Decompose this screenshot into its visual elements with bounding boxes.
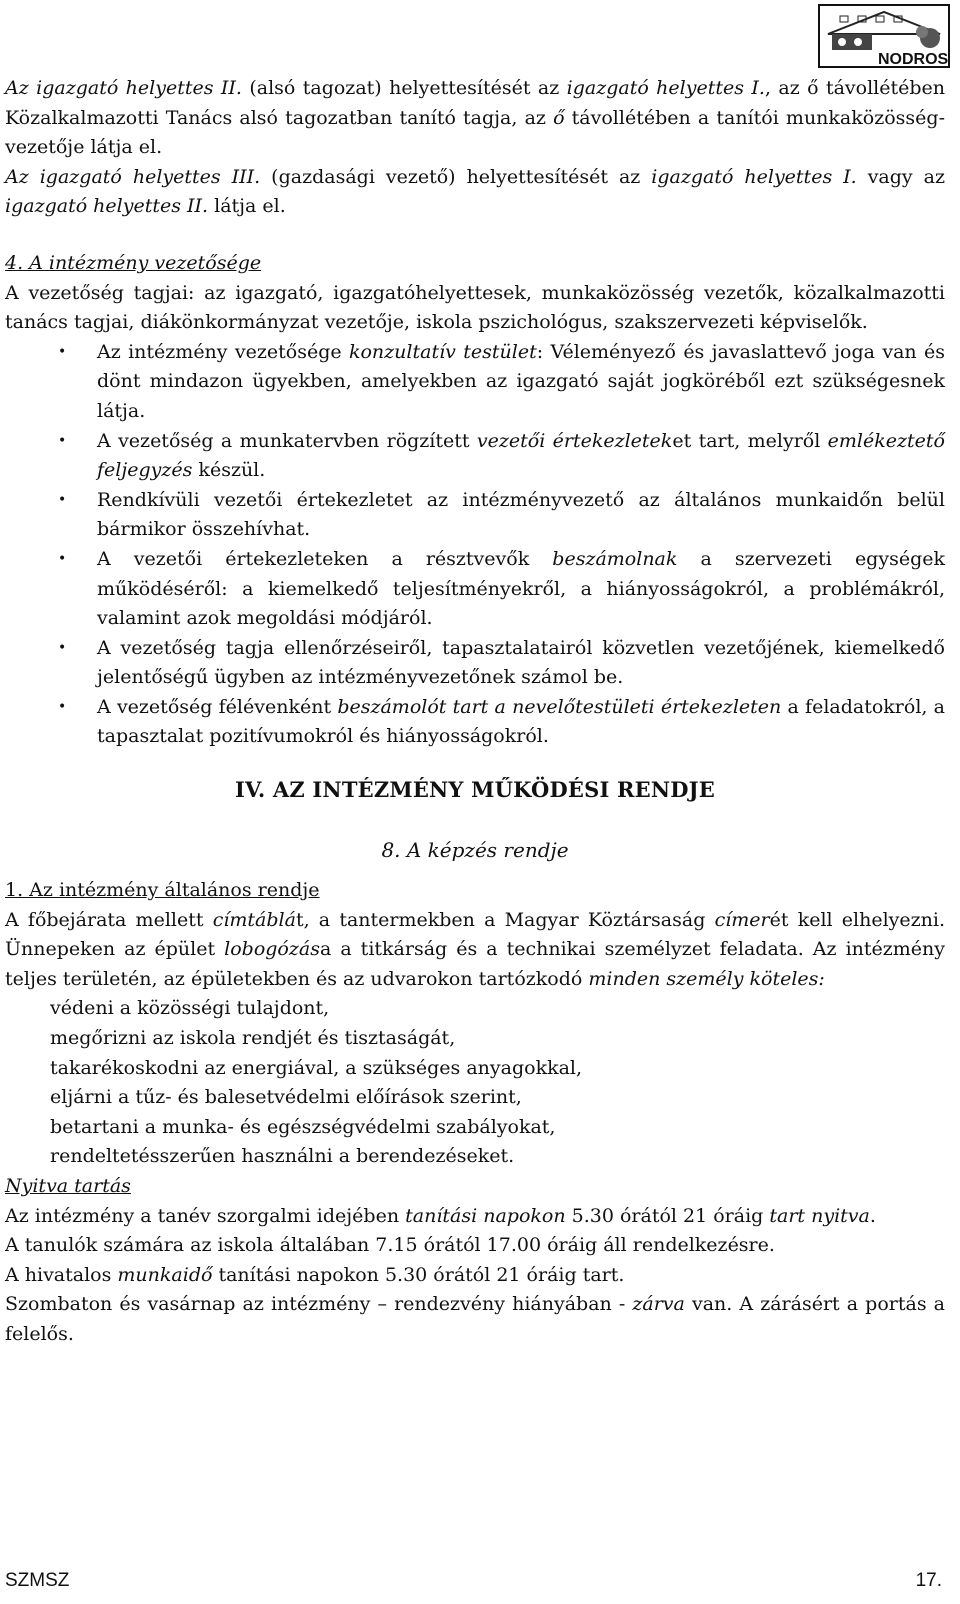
page-footer bbox=[5, 1570, 942, 1592]
opening-line-1: Az intézmény a tanév szorgalmi idejében tanítási napokon 5.30 órától 21 óráig tart nyitva. bbox=[5, 1204, 876, 1227]
list-item: megőrizni az iskola rendjét és tisztaságát, bbox=[50, 1027, 456, 1050]
deputy-substitution-paragraph: Az igazgató helyettes II. (alsó tagozat) helyettesítését az igazgató helyettes I., az ő távollétében Közalkalmazotti Tanács alsó tagozatban tanító tagja, az ő távollétében a tanítói munkaközösség-vezetője látja el. bbox=[5, 77, 945, 159]
list-item: • Rendkívüli vezetői értekezletet az intézményvezető az általános munkaidőn belül bármikor összehívhat. bbox=[5, 486, 945, 545]
list-item: eljárni a tűz- és balesetvédelmi előírások szerint, bbox=[50, 1086, 522, 1109]
chapter-title: IV. AZ INTÉZMÉNY MŰKÖDÉSI RENDJE bbox=[235, 777, 715, 803]
bullet-icon: • bbox=[58, 491, 67, 508]
section-title: 8. A képzés rendje bbox=[381, 838, 569, 863]
list-item: betartani a munka- és egészségvédelmi szabályokat, bbox=[50, 1115, 556, 1138]
bullet-icon: • bbox=[58, 550, 67, 567]
page-number: 17. bbox=[915, 1570, 942, 1591]
list-item: rendeltetésszerűen használni a berendezéseket. bbox=[50, 1145, 515, 1168]
list-item: védeni a közösségi tulajdont, bbox=[50, 997, 330, 1020]
deputy-three-paragraph: Az igazgató helyettes III. (gazdasági vezető) helyettesítését az igazgató helyettes I. vagy az igazgató helyettes II. látja el. bbox=[5, 165, 945, 218]
bullet-icon: • bbox=[58, 639, 67, 656]
bullet-icon: • bbox=[58, 432, 67, 449]
document-body bbox=[5, 74, 945, 1350]
list-item: • A vezetői értekezleteken a résztvevők beszámolnak a szervezeti egységek működéséről: a kiemelkedő teljesítményekről, a hiányosságokról, a problémákról, valamint azok megoldási módjáról. bbox=[5, 545, 945, 634]
duties-list bbox=[5, 994, 945, 1172]
list-item: • Az intézmény vezetősége konzultatív testület: Véleményező és javaslattevő joga van és dönt mindazon ügyekben, amelyekben az igazgató saját jogköréből ezt szükségesnek látja. bbox=[5, 338, 945, 427]
footer-document-code: SZMSZ bbox=[5, 1570, 70, 1591]
school-logo bbox=[818, 4, 950, 68]
general-order-paragraph: A főbejárata mellett címtáblát, a tantermekben a Magyar Köztársaság címerét kell elhelyezni. Ünnepeken az épület lobogózása a titkárság és a technikai személyzet feladata. Az intézmény teljes területén, az épületekben és az udvarokon tartózkodó minden személy köteles: bbox=[5, 908, 946, 990]
list-item: • A vezetőség a munkatervben rögzített vezetői értekezleteket tart, melyről emlékeztető feljegyzés készül. bbox=[5, 427, 945, 486]
opening-line-4: Szombaton és vasárnap az intézmény – rendezvény hiányában - zárva van. A zárásért a portás a felelős. bbox=[5, 1293, 946, 1345]
bullet-icon: • bbox=[58, 698, 67, 715]
list-item: • A vezetőség félévenként beszámolót tart a nevelőtestületi értekezleten a feladatokról, a tapasztalat pozitívumokról és hiányosságokról. bbox=[5, 693, 945, 752]
leadership-intro: A vezetőség tagjai: az igazgató, igazgatóhelyettesek, munkaközösség vezetők, közalkalmazotti tanács tagjai, diákönkormányzat vezetője, iskola pszichológus, szakszervezeti képviselők. bbox=[5, 281, 945, 334]
bullet-icon: • bbox=[58, 343, 67, 360]
opening-hours-heading: Nyitva tartás bbox=[5, 1175, 131, 1197]
leadership-heading: 4. A intézmény vezetősége bbox=[5, 251, 262, 274]
list-item: takarékoskodni az energiával, a szükséges anyagokkal, bbox=[50, 1056, 583, 1079]
general-order-heading: 1. Az intézmény általános rendje bbox=[5, 879, 320, 902]
leadership-bullet-list bbox=[5, 338, 945, 752]
logo-text: NODROS bbox=[878, 51, 949, 68]
opening-line-3: A hivatalos munkaidő tanítási napokon 5.30 órától 21 óráig tart. bbox=[5, 1263, 625, 1286]
list-item: • A vezetőség tagja ellenőrzéseiről, tapasztalatairól közvetlen vezetőjének, kiemelkedő jelentőségű ügyben az intézményvezetőnek számol be. bbox=[5, 634, 945, 693]
opening-line-2: A tanulók számára az iskola általában 7.15 órától 17.00 óráig áll rendelkezésre. bbox=[5, 1234, 775, 1257]
